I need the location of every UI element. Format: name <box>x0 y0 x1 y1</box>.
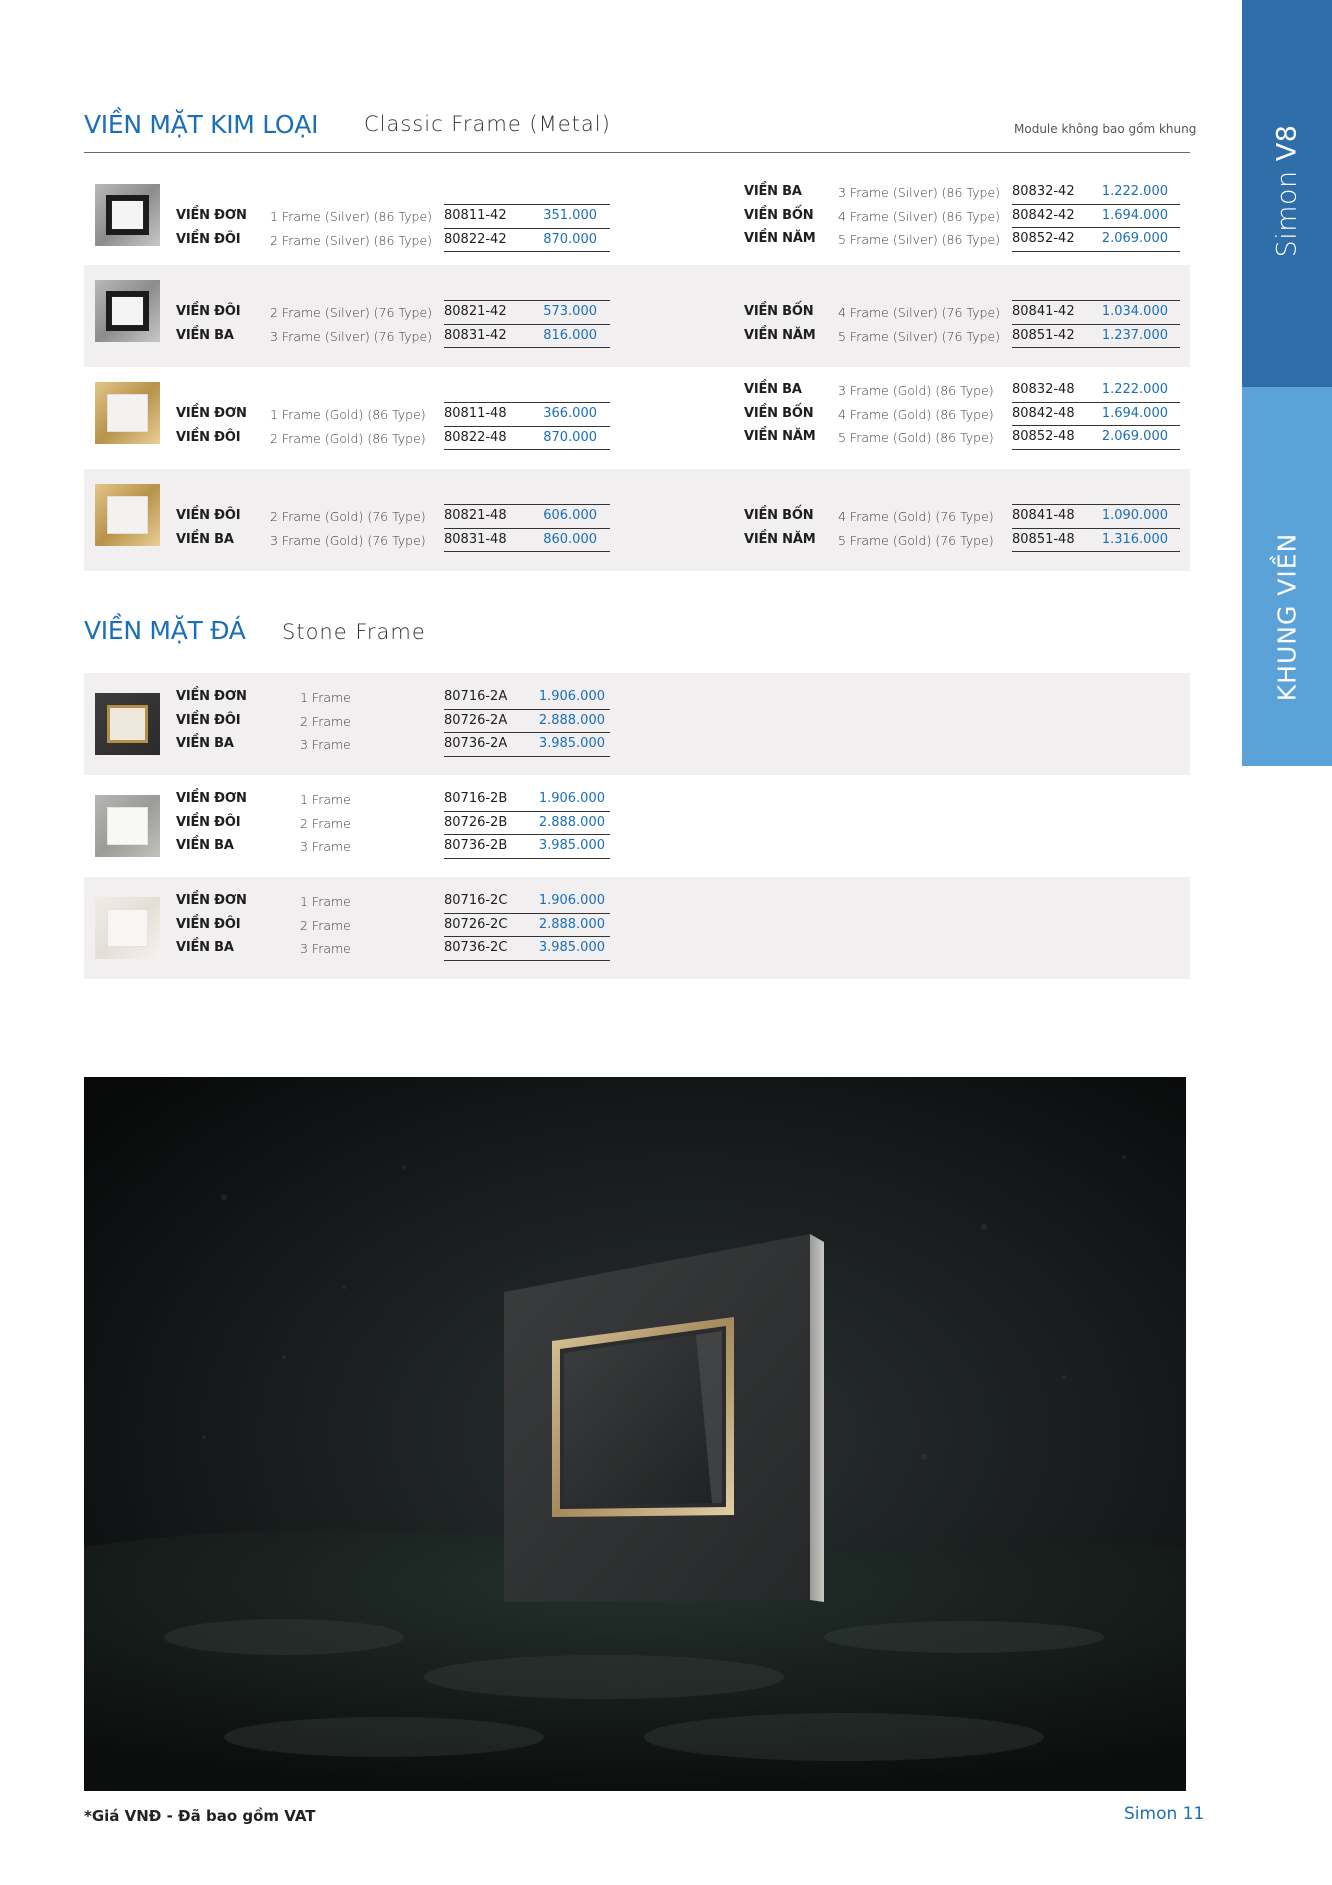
frame-description: 3 Frame (Silver) (76 Type) <box>270 328 433 344</box>
module-note: Module không bao gồm khung <box>1014 122 1197 136</box>
underline-rule <box>444 528 610 529</box>
frame-description: 4 Frame (Silver) (86 Type) <box>838 208 1001 224</box>
underline-rule <box>444 551 610 552</box>
brand-tab-label: Simon V8 <box>1271 124 1303 258</box>
product-code: 80842-48 <box>1012 405 1075 421</box>
product-code: 80716-2B <box>444 791 508 806</box>
price: 366.000 <box>543 406 597 421</box>
variant-label: VIỀN BỐN <box>744 405 814 421</box>
product-code: 80716-2C <box>444 893 508 908</box>
frame-description: 1 Frame <box>300 690 351 705</box>
underline-rule <box>444 504 610 505</box>
price: 3.985.000 <box>538 838 605 853</box>
brand-side-tab <box>1242 0 1332 387</box>
variant-label: VIỀN ĐƠN <box>176 791 247 806</box>
product-code: 80822-48 <box>444 429 507 445</box>
product-code: 80821-48 <box>444 508 507 523</box>
product-code: 80726-2B <box>444 814 508 830</box>
variant-label: VIỀN ĐƠN <box>176 406 247 421</box>
frame-description: 2 Frame (Gold) (76 Type) <box>270 509 426 524</box>
frame-description: 2 Frame <box>300 917 351 933</box>
product-code: 80716-2A <box>444 689 508 704</box>
product-code: 80832-42 <box>1012 184 1075 199</box>
variant-label: VIỀN ĐÔI <box>176 304 241 319</box>
variant-label: VIỀN NĂM <box>744 429 816 444</box>
product-code: 80736-2A <box>444 736 508 751</box>
frame-opening <box>106 195 149 235</box>
frame-description: 2 Frame (Silver) (76 Type) <box>270 305 433 320</box>
variant-label: VIỀN BA <box>744 184 802 199</box>
metal-frame-block <box>84 469 1190 571</box>
category-side-tab <box>1242 387 1332 766</box>
product-code: 80841-48 <box>1012 508 1075 523</box>
product-code: 80726-2C <box>444 916 508 932</box>
variant-label: VIỀN BA <box>176 940 234 955</box>
price: 1.034.000 <box>1101 304 1168 319</box>
frame-description: 1 Frame <box>300 894 351 909</box>
underline-rule <box>444 732 610 733</box>
product-code: 80841-42 <box>1012 304 1075 319</box>
frame-description: 4 Frame (Gold) (76 Type) <box>838 509 994 524</box>
product-code: 80726-2A <box>444 712 508 728</box>
frame-description: 5 Frame (Silver) (86 Type) <box>838 232 1001 247</box>
price: 1.694.000 <box>1101 207 1168 223</box>
stone-frame-block <box>84 877 1190 979</box>
price: 816.000 <box>543 327 597 343</box>
underline-rule <box>1012 347 1180 348</box>
price: 860.000 <box>543 531 597 547</box>
metal-frame-block <box>84 367 1190 469</box>
underline-rule <box>444 402 610 403</box>
underline-rule <box>444 913 610 914</box>
price: 3.985.000 <box>538 940 605 955</box>
underline-rule <box>444 709 610 710</box>
frame-description: 4 Frame (Gold) (86 Type) <box>838 406 994 422</box>
price: 2.069.000 <box>1101 231 1168 246</box>
variant-label: VIỀN ĐÔI <box>176 429 241 445</box>
underline-rule <box>1012 251 1180 252</box>
underline-rule <box>444 960 610 961</box>
variant-label: VIỀN ĐÔI <box>176 916 241 932</box>
frame-description: 4 Frame (Silver) (76 Type) <box>838 305 1001 320</box>
variant-label: VIỀN BA <box>176 327 234 343</box>
underline-rule <box>1012 425 1180 426</box>
variant-label: VIỀN BỐN <box>744 304 814 319</box>
price: 1.694.000 <box>1101 405 1168 421</box>
frame-description: 3 Frame (Gold) (86 Type) <box>838 383 994 398</box>
underline-rule <box>444 300 610 301</box>
price: 1.222.000 <box>1101 382 1168 397</box>
frame-opening <box>107 807 148 845</box>
variant-label: VIỀN ĐƠN <box>176 208 247 223</box>
frame-description: 3 Frame <box>300 737 351 752</box>
price: 1.090.000 <box>1101 508 1168 523</box>
frame-description: 3 Frame (Gold) (76 Type) <box>270 532 426 548</box>
variant-label: VIỀN ĐƠN <box>176 689 247 704</box>
frame-thumbnail <box>95 484 160 546</box>
product-photo <box>84 1077 1186 1791</box>
stone-switch-image <box>84 1077 1186 1791</box>
underline-rule <box>444 251 610 252</box>
variant-label: VIỀN NĂM <box>744 231 816 246</box>
product-code: 80736-2C <box>444 940 508 955</box>
price: 1.237.000 <box>1101 327 1168 343</box>
stone-section-subtitle: Stone Frame <box>282 620 426 644</box>
variant-label: VIỀN ĐÔI <box>176 814 241 830</box>
frame-opening <box>106 291 149 331</box>
product-code: 80811-48 <box>444 406 507 421</box>
underline-rule <box>444 858 610 859</box>
underline-rule <box>444 347 610 348</box>
variant-label: VIỀN NĂM <box>744 327 816 343</box>
price: 1.906.000 <box>538 791 605 806</box>
underline-rule <box>444 228 610 229</box>
frame-description: 2 Frame <box>300 713 351 729</box>
frame-opening <box>107 496 148 534</box>
product-code: 80831-48 <box>444 531 507 547</box>
price: 1.316.000 <box>1101 531 1168 547</box>
frame-thumbnail <box>95 693 160 755</box>
vat-note: *Giá VNĐ - Đã bao gồm VAT <box>84 1807 316 1825</box>
variant-label: VIỀN BA <box>176 736 234 751</box>
product-code: 80811-42 <box>444 208 507 223</box>
underline-rule <box>444 449 610 450</box>
price: 1.906.000 <box>538 689 605 704</box>
frame-thumbnail <box>95 897 160 959</box>
frame-description: 5 Frame (Gold) (76 Type) <box>838 532 994 548</box>
underline-rule <box>444 324 610 325</box>
stone-section-title: VIỀN MẶT ĐÁ <box>84 616 246 645</box>
section-divider <box>84 152 1190 153</box>
product-code: 80822-42 <box>444 231 507 247</box>
variant-label: VIỀN BA <box>176 838 234 853</box>
price: 870.000 <box>543 429 597 445</box>
product-code: 80832-48 <box>1012 382 1075 397</box>
frame-thumbnail <box>95 795 160 857</box>
category-tab-label: KHUNG VIỀN <box>1272 532 1302 702</box>
variant-label: VIỀN BA <box>176 531 234 547</box>
variant-label: VIỀN BỐN <box>744 508 814 523</box>
frame-thumbnail <box>95 382 160 444</box>
frame-opening <box>107 909 148 947</box>
frame-description: 1 Frame <box>300 792 351 807</box>
underline-rule <box>1012 504 1180 505</box>
product-code: 80852-48 <box>1012 429 1075 444</box>
product-code: 80852-42 <box>1012 231 1075 246</box>
frame-description: 5 Frame (Gold) (86 Type) <box>838 430 994 445</box>
frame-description: 3 Frame (Silver) (86 Type) <box>838 185 1001 200</box>
product-code: 80821-42 <box>444 304 507 319</box>
underline-rule <box>444 204 610 205</box>
price: 351.000 <box>543 208 597 223</box>
frame-opening <box>107 394 148 432</box>
variant-label: VIỀN ĐÔI <box>176 508 241 523</box>
underline-rule <box>1012 227 1180 228</box>
product-code: 80851-48 <box>1012 531 1075 547</box>
variant-label: VIỀN ĐƠN <box>176 893 247 908</box>
price: 1.222.000 <box>1101 184 1168 199</box>
frame-description: 2 Frame (Gold) (86 Type) <box>270 430 426 446</box>
metal-frame-block <box>84 169 1190 271</box>
price: 2.888.000 <box>538 814 605 830</box>
underline-rule <box>1012 300 1180 301</box>
underline-rule <box>444 756 610 757</box>
frame-description: 2 Frame <box>300 815 351 831</box>
underline-rule <box>1012 551 1180 552</box>
price: 606.000 <box>543 508 597 523</box>
product-code: 80736-2B <box>444 838 508 853</box>
product-code: 80831-42 <box>444 327 507 343</box>
variant-label: VIỀN ĐÔI <box>176 712 241 728</box>
frame-description: 1 Frame (Gold) (86 Type) <box>270 407 426 422</box>
underline-rule <box>444 834 610 835</box>
underline-rule <box>444 811 610 812</box>
frame-thumbnail <box>95 184 160 246</box>
underline-rule <box>444 936 610 937</box>
price: 3.985.000 <box>538 736 605 751</box>
underline-rule <box>1012 402 1180 403</box>
product-code: 80851-42 <box>1012 327 1075 343</box>
underline-rule <box>1012 324 1180 325</box>
variant-label: VIỀN BỐN <box>744 207 814 223</box>
frame-thumbnail <box>95 280 160 342</box>
price: 1.906.000 <box>538 893 605 908</box>
frame-description: 3 Frame <box>300 941 351 956</box>
price: 2.069.000 <box>1101 429 1168 444</box>
price: 2.888.000 <box>538 916 605 932</box>
metal-frame-block <box>84 265 1190 367</box>
underline-rule <box>1012 528 1180 529</box>
metal-section-subtitle: Classic Frame (Metal) <box>364 112 611 136</box>
frame-opening <box>107 705 148 743</box>
product-code: 80842-42 <box>1012 207 1075 223</box>
page-number: Simon 11 <box>1124 1804 1205 1824</box>
underline-rule <box>444 426 610 427</box>
frame-description: 1 Frame (Silver) (86 Type) <box>270 209 433 224</box>
price: 870.000 <box>543 231 597 247</box>
frame-description: 2 Frame (Silver) (86 Type) <box>270 232 433 248</box>
variant-label: VIỀN NĂM <box>744 531 816 547</box>
frame-description: 3 Frame <box>300 839 351 854</box>
variant-label: VIỀN ĐÔI <box>176 231 241 247</box>
frame-description: 5 Frame (Silver) (76 Type) <box>838 328 1001 344</box>
stone-frame-block <box>84 673 1190 775</box>
price: 2.888.000 <box>538 712 605 728</box>
metal-section-title: VIỀN MẶT KIM LOẠI <box>84 110 319 139</box>
price: 573.000 <box>543 304 597 319</box>
stone-frame-block <box>84 775 1190 877</box>
variant-label: VIỀN BA <box>744 382 802 397</box>
underline-rule <box>1012 204 1180 205</box>
underline-rule <box>1012 449 1180 450</box>
